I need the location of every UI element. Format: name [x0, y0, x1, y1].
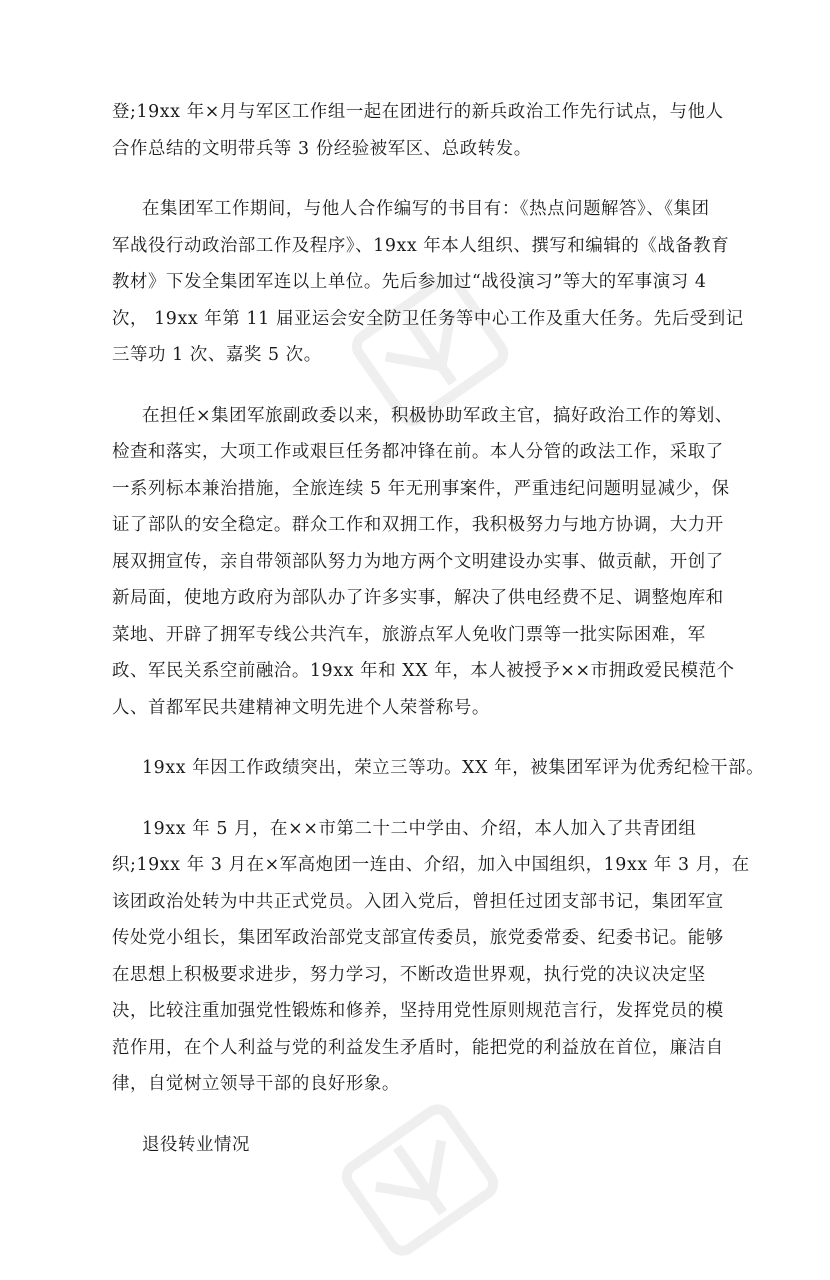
- text-line: 决，比较注重加强党性锻炼和修养，坚持用党性原则规范言行，发挥党员的模: [112, 1001, 724, 1021]
- section-heading: [112, 1127, 712, 1164]
- text-line: 在集团军工作期间，与他人合作编写的书目有：《热点问题解答》、《集团: [142, 199, 710, 219]
- paragraph-2: [112, 191, 744, 374]
- text-line: 该团政治处转为中共正式党员。入团入党后，曾担任过团支部书记，集团军宣: [112, 891, 724, 912]
- text-line: 菜地、开辟了拥军专线公共汽车，旅游点军人免收门票等一批实际困难，军: [112, 624, 706, 645]
- text-line: 织;19xx 年 3 月在×军高炮团一连由、介绍，加入中国组织，19xx 年 3 月，在: [112, 855, 750, 875]
- text-line: 军战役行动政治部工作及程序》、19xx 年本人组织、撰写和编辑的《战备教育: [112, 235, 730, 256]
- text-line: 律，自觉树立领导干部的良好形象。: [112, 1074, 400, 1094]
- text-line: 19xx 年因工作政绩突出，荣立三等功。XX 年，被集团军评为优秀纪检干部。: [142, 758, 765, 778]
- text-line: 展双拥宣传，亲自带领部队努力为地方两个文明建设办实事、做贡献，开创了: [112, 551, 724, 572]
- document-body: [112, 94, 765, 1163]
- paragraph-4: [112, 750, 765, 787]
- text-line: 新局面，使地方政府为部队办了许多实事，解决了供电经费不足、调整炮库和: [112, 588, 724, 608]
- paragraph-3: [112, 398, 735, 727]
- paragraph-5: [112, 811, 750, 1103]
- text-line: 三等功 1 次、嘉奖 5 次。: [112, 345, 322, 365]
- paragraph-1: [112, 94, 724, 167]
- text-line: 在思想上积极要求进步，努力学习，不断改造世界观，执行党的决议决定坚: [112, 964, 706, 985]
- text-line: 19xx 年 5 月，在××市第二十二中学由、介绍，本人加入了共青团组: [142, 818, 697, 839]
- text-line: 范作用，在个人利益与党的利益发生矛盾时，能把党的利益放在首位，廉洁自: [112, 1037, 724, 1058]
- text-line: 次， 19xx 年第 11 届亚运会安全防卫任务等中心工作及重大任务。先后受到记: [112, 308, 744, 329]
- text-line: 政、军民关系空前融洽。19xx 年和 XX 年，本人被授予××市拥政爱民模范个: [112, 661, 735, 681]
- text-line: 检查和落实，大项工作或艰巨任务都冲锋在前。本人分管的政法工作，采取了: [112, 442, 724, 462]
- text-line: 人、首都军民共建精神文明先进个人荣誉称号。: [112, 697, 490, 718]
- text-line: 登;19xx 年×月与军区工作组一起在团进行的新兵政治工作先行试点，与他人: [112, 102, 724, 122]
- text-line: 传处党小组长，集团军政治部党支部宣传委员，旅党委常委、纪委书记。能够: [112, 928, 724, 948]
- text-line: 证了部队的安全稳定。群众工作和双拥工作，我积极努力与地方协调，大力开: [112, 515, 724, 535]
- text-line: 合作总结的文明带兵等 3 份经验被军区、总政转发。: [112, 138, 532, 159]
- text-line: 教材》下发全集团军连以上单位。先后参加过“战役演习”等大的军事演习 4: [112, 272, 707, 292]
- text-line: 在担任×集团军旅副政委以来，积极协助军政主官，搞好政治工作的筹划、: [142, 405, 733, 426]
- text-line: 一系列标本兼治措施，全旅连续 5 年无刑事案件，严重违纪问题明显减少，保: [112, 478, 730, 499]
- heading-text: 退役转业情况: [142, 1134, 250, 1155]
